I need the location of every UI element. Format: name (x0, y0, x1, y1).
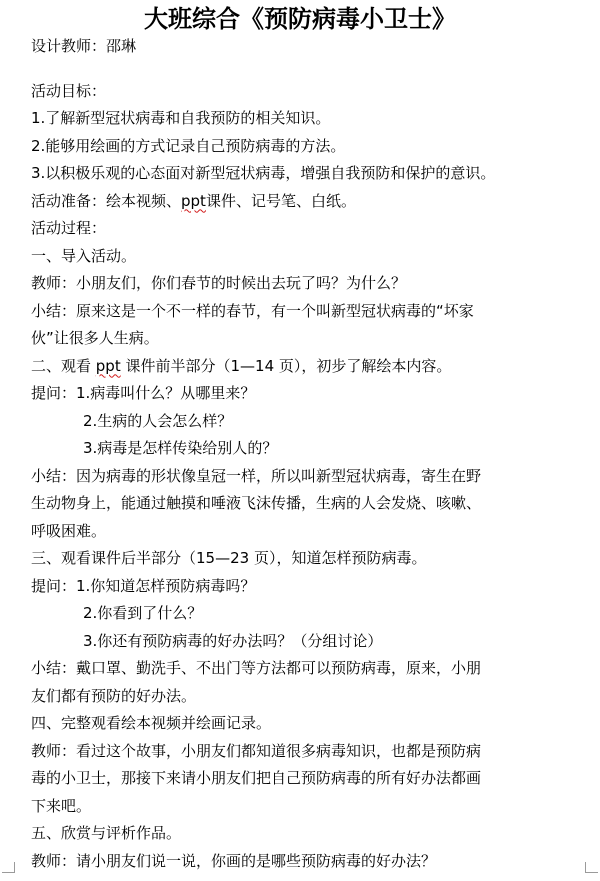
step3-summary-line: 友们都有预防的好办法。 (31, 686, 197, 705)
objective-item: 1.了解新型冠状病毒和自我预防的相关知识。 (31, 109, 331, 127)
step2-question: 2.生病的人会怎么样？ (83, 411, 233, 430)
step1-heading: 一、导入活动。 (31, 246, 137, 265)
objective-item: 2.能够用绘画的方式记录自己预防病毒的方法。 (31, 136, 346, 155)
blank-line (31, 61, 591, 78)
spellcheck-ppt: ppt (181, 191, 206, 210)
step4-heading: 四、完整观看绘本视频并绘画记录。 (31, 714, 272, 732)
step2-summary-line: 小结：因为病毒的形状像皇冠一样，所以叫新型冠状病毒，寄生在野 (31, 466, 482, 485)
step5-heading: 五、欣赏与评析作品。 (31, 824, 182, 842)
designer-line: 设计教师：邵琳 (31, 37, 137, 55)
step2-heading-prefix: 二、观看 (31, 356, 96, 375)
step4-teacher-line: 下来吧。 (31, 796, 92, 815)
step1-teacher: 教师：小朋友们，你们春节的时候出去玩了吗？为什么？ (31, 274, 407, 292)
step2-summary-line: 生动物身上，能通过触摸和唾液飞沫传播，生病的人会发烧、咳嗽、 (31, 494, 482, 512)
step1-summary-line: 伙”让很多人生病。 (31, 329, 159, 347)
step3-question: 提问：1.你知道怎样预防病毒吗？ (31, 576, 256, 595)
step1-summary-line: 小结：原来这是一个不一样的春节，有一个叫新型冠状病毒的“坏家 (31, 301, 474, 320)
objectives-heading: 活动目标： (31, 81, 107, 100)
step2-summary-line: 呼吸困难。 (31, 521, 107, 540)
document-title: 大班综合《预防病毒小卫士》 (144, 5, 456, 33)
process-heading: 活动过程： (31, 219, 107, 237)
step2-heading (31, 353, 591, 381)
step4-teacher-line: 教师：看过这个故事，小朋友们都知道很多病毒知识，也都是预防病 (31, 741, 482, 760)
preparation-line (31, 188, 591, 216)
page-corner-mark-left (2, 862, 15, 873)
step5-teacher: 教师：请小朋友们说一说，你画的是哪些预防病毒的好办法？ (31, 851, 437, 870)
step2-question: 3.病毒是怎样传染给别人的？ (83, 439, 278, 457)
objective-item: 3.以积极乐观的心态面对新型冠状病毒，增强自我预防和保护的意识。 (31, 164, 496, 182)
page-corner-mark-right (585, 862, 598, 873)
spellcheck-ppt: ppt (95, 356, 121, 375)
step2-heading-suffix: 课件前半部分（1—14 页），初步了解绘本内容。 (120, 356, 452, 375)
step3-question: 2.你看到了什么？ (83, 604, 203, 622)
document-body (31, 33, 591, 875)
step3-question: 3.你还有预防病毒的好办法吗？（分组讨论） (83, 631, 383, 650)
step3-heading: 三、观看课件后半部分（15—23 页），知道怎样预防病毒。 (31, 549, 427, 567)
preparation-prefix: 活动准备：绘本视频、 (31, 191, 182, 210)
step4-teacher-line: 毒的小卫士，那接下来请小朋友们把自己预防病毒的所有好办法都画 (31, 769, 482, 787)
step2-question: 提问：1.病毒叫什么？从哪里来？ (31, 384, 256, 402)
step3-summary-line: 小结：戴口罩、勤洗手、不出门等方法都可以预防病毒，原来，小朋 (31, 659, 482, 677)
preparation-suffix: 课件、记号笔、白纸。 (205, 191, 356, 210)
